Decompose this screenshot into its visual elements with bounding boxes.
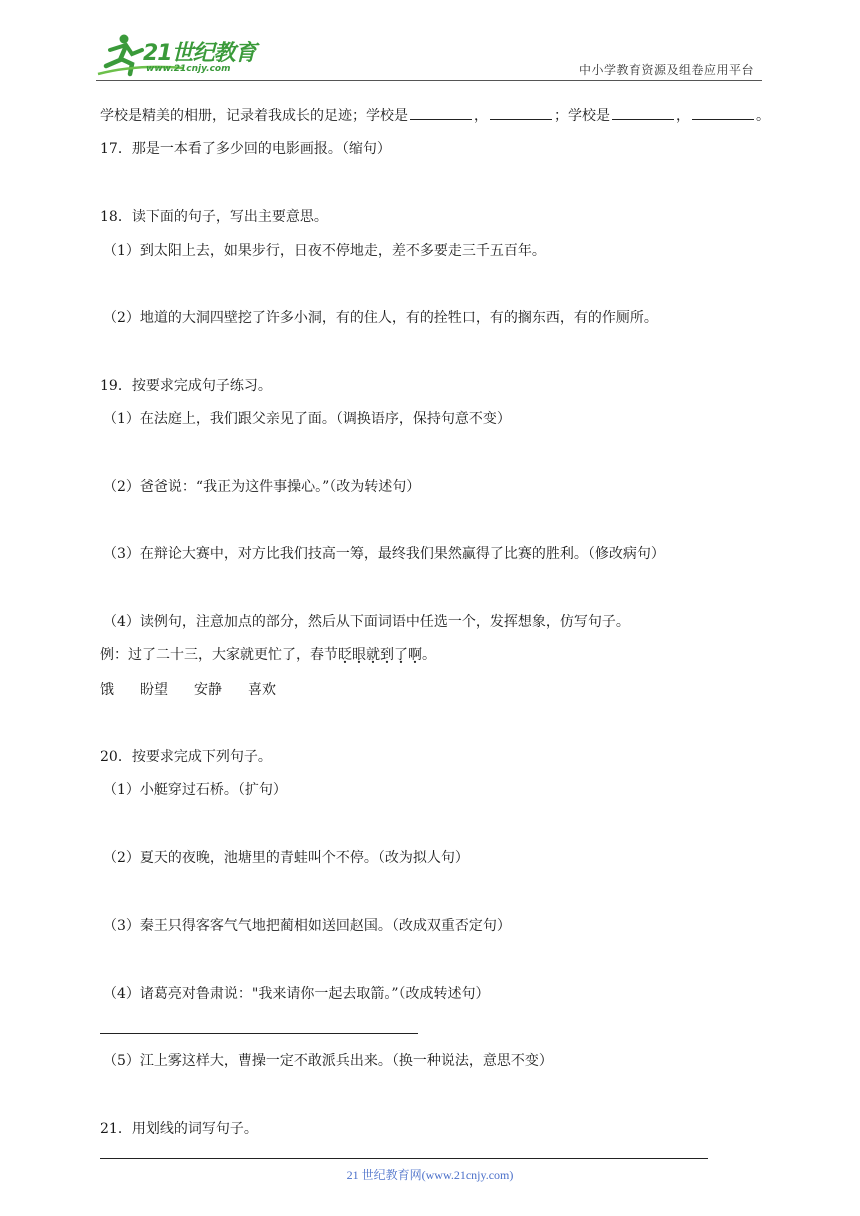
question-20-item-3: （3）秦王只得客客气气地把蔺相如送回赵国。（改成双重否定句） [103, 918, 511, 934]
question-18-title: 18．读下面的句子，写出主要意思。 [100, 209, 328, 225]
school-text-end: 。 [756, 108, 770, 124]
question-19-title: 19．按要求完成句子练习。 [100, 378, 272, 394]
question-19-item-3: （3）在辩论大赛中，对方比我们技高一筹，最终我们果然赢得了比赛的胜利。（修改病句） [103, 546, 665, 562]
answer-blank[interactable] [410, 106, 472, 120]
question-19-item-1: （1）在法庭上，我们跟父亲见了面。（调换语序，保持句意不变） [103, 411, 511, 427]
footer-link[interactable]: 21 世纪教育网(www.21cnjy.com) [346, 1168, 514, 1182]
word-choice: 安静 [194, 682, 222, 698]
question-20-item-5: （5）江上雾这样大，曹操一定不敢派兵出来。（换一种说法，意思不变） [103, 1053, 553, 1069]
question-19-item-2: （2）爸爸说：“我正为这件事操心。”（改为转述句） [103, 479, 421, 495]
site-logo[interactable] [96, 30, 266, 80]
word-choice: 盼望 [140, 682, 168, 698]
word-choice: 饿 [100, 682, 114, 698]
question-18-item-2: （2）地道的大洞四壁挖了许多小洞，有的住人，有的拴牲口，有的搁东西，有的作厕所。 [103, 310, 658, 326]
example-prefix: 例：过了二十三，大家就更忙了，春节 [100, 647, 338, 663]
question-20-item-2: （2）夏天的夜晚，池塘里的青蛙叫个不停。（改为拟人句） [103, 850, 469, 866]
question-21: 21．用划线的词写句子。 [100, 1121, 258, 1137]
question-19-item-4: （4）读例句，注意加点的部分，然后从下面词语中任选一个，发挥想象，仿写句子。 [103, 614, 630, 630]
school-text-mid: ；学校是 [554, 108, 610, 124]
question-20-title: 20．按要求完成下列句子。 [100, 749, 272, 765]
logo-url-text: www.21cnjy.com [146, 64, 231, 74]
school-fill-line [100, 106, 770, 125]
dotted-char: 了 [394, 647, 408, 663]
answer-blank[interactable] [692, 106, 754, 120]
answer-blank[interactable] [490, 106, 552, 120]
dotted-char: 就 [366, 647, 380, 663]
word-choices [100, 681, 302, 699]
word-choice: 喜欢 [248, 682, 276, 698]
footer-divider [100, 1158, 708, 1159]
school-comma-2: ， [676, 108, 690, 124]
answer-line[interactable] [100, 1033, 418, 1034]
question-17: 17．那是一本看了多少回的电影画报。（缩句） [100, 141, 391, 157]
platform-name: 中小学教育资源及组卷应用平台 [578, 63, 754, 77]
question-18-item-1: （1）到太阳上去，如果步行，日夜不停地走，差不多要走三千五百年。 [103, 243, 546, 259]
school-text-a: 学校是精美的相册，记录着我成长的足迹；学校是 [100, 108, 408, 124]
school-comma-1: ， [474, 108, 488, 124]
header-divider [96, 80, 762, 81]
dotted-char: 到 [380, 647, 394, 663]
answer-blank[interactable] [612, 106, 674, 120]
dotted-char: 眨 [338, 647, 352, 663]
question-19-example [100, 646, 436, 664]
dotted-char: 眼 [352, 647, 366, 663]
dotted-char: 啊 [408, 647, 422, 663]
question-20-item-4: （4）诸葛亮对鲁肃说："我来请你一起去取箭。”（改成转述句） [103, 986, 490, 1002]
example-suffix: 。 [422, 647, 436, 663]
logo-main-text: 21世纪教育 [143, 41, 256, 66]
question-20-item-1: （1）小艇穿过石桥。（扩句） [103, 782, 287, 798]
